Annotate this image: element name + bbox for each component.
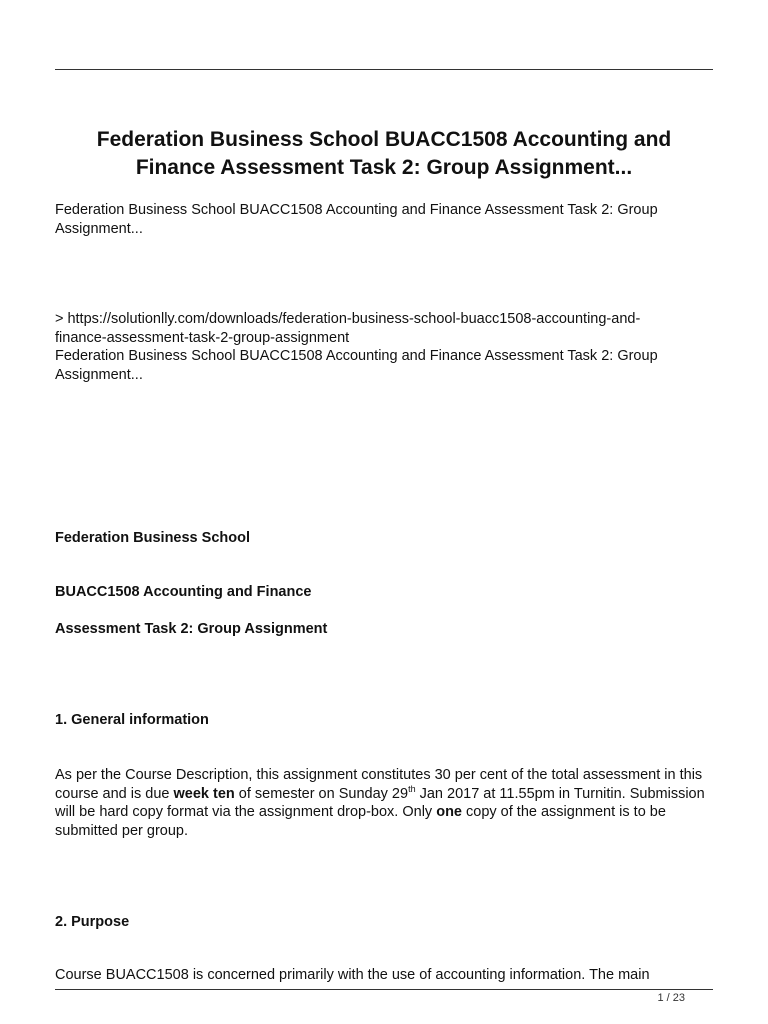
top-divider (55, 69, 713, 70)
download-link-continued[interactable]: finance-assessment-task-2-group-assignment (55, 329, 350, 346)
document-title: Federation Business School BUACC1508 Accounting and Finance Assessment Task 2: Group Assignment... (96, 128, 672, 179)
general-bold-one: one (436, 804, 462, 820)
general-text-2: of semester on Sunday 29 (234, 785, 409, 802)
page-number: 1 / 23 (657, 992, 685, 1004)
purpose-paragraph: Course BUACC1508 is concerned primarily with the use of accounting information. The main (55, 967, 650, 983)
general-information-heading: 1. General information (55, 712, 209, 728)
link-line-first (55, 310, 715, 329)
download-link[interactable]: https://solutionlly.com/downloads/federation-business-school-buacc1508-accounting-and- (67, 311, 641, 327)
general-superscript: th (408, 783, 416, 794)
link-prefix: > (55, 311, 64, 327)
purpose-heading: 2. Purpose (55, 914, 130, 930)
general-text-4: copy of the assignment is to be submitted per group. (55, 804, 666, 839)
course-heading: BUACC1508 Accounting and Finance (55, 584, 312, 600)
intro-paragraph: Federation Business School BUACC1508 Accounting and Finance Assessment Task 2: Group Assignment... (55, 202, 658, 237)
link-description: Federation Business School BUACC1508 Accounting and Finance Assessment Task 2: Group Assignment... (55, 348, 658, 383)
general-text-3: Jan 2017 at 11.55pm in Turnitin. Submission will be hard copy format via the assignment drop-box. Only (55, 785, 705, 820)
task-heading: Assessment Task 2: Group Assignment (55, 621, 328, 637)
general-information-paragraph (55, 766, 715, 840)
school-heading: Federation Business School (55, 530, 250, 546)
general-text-1: As per the Course Description, this assignment constitutes 30 per cent of the total assessment in this course and is due (55, 767, 703, 802)
general-bold-week-ten: week ten (173, 785, 235, 802)
bottom-divider (55, 989, 713, 990)
link-block (55, 310, 715, 384)
